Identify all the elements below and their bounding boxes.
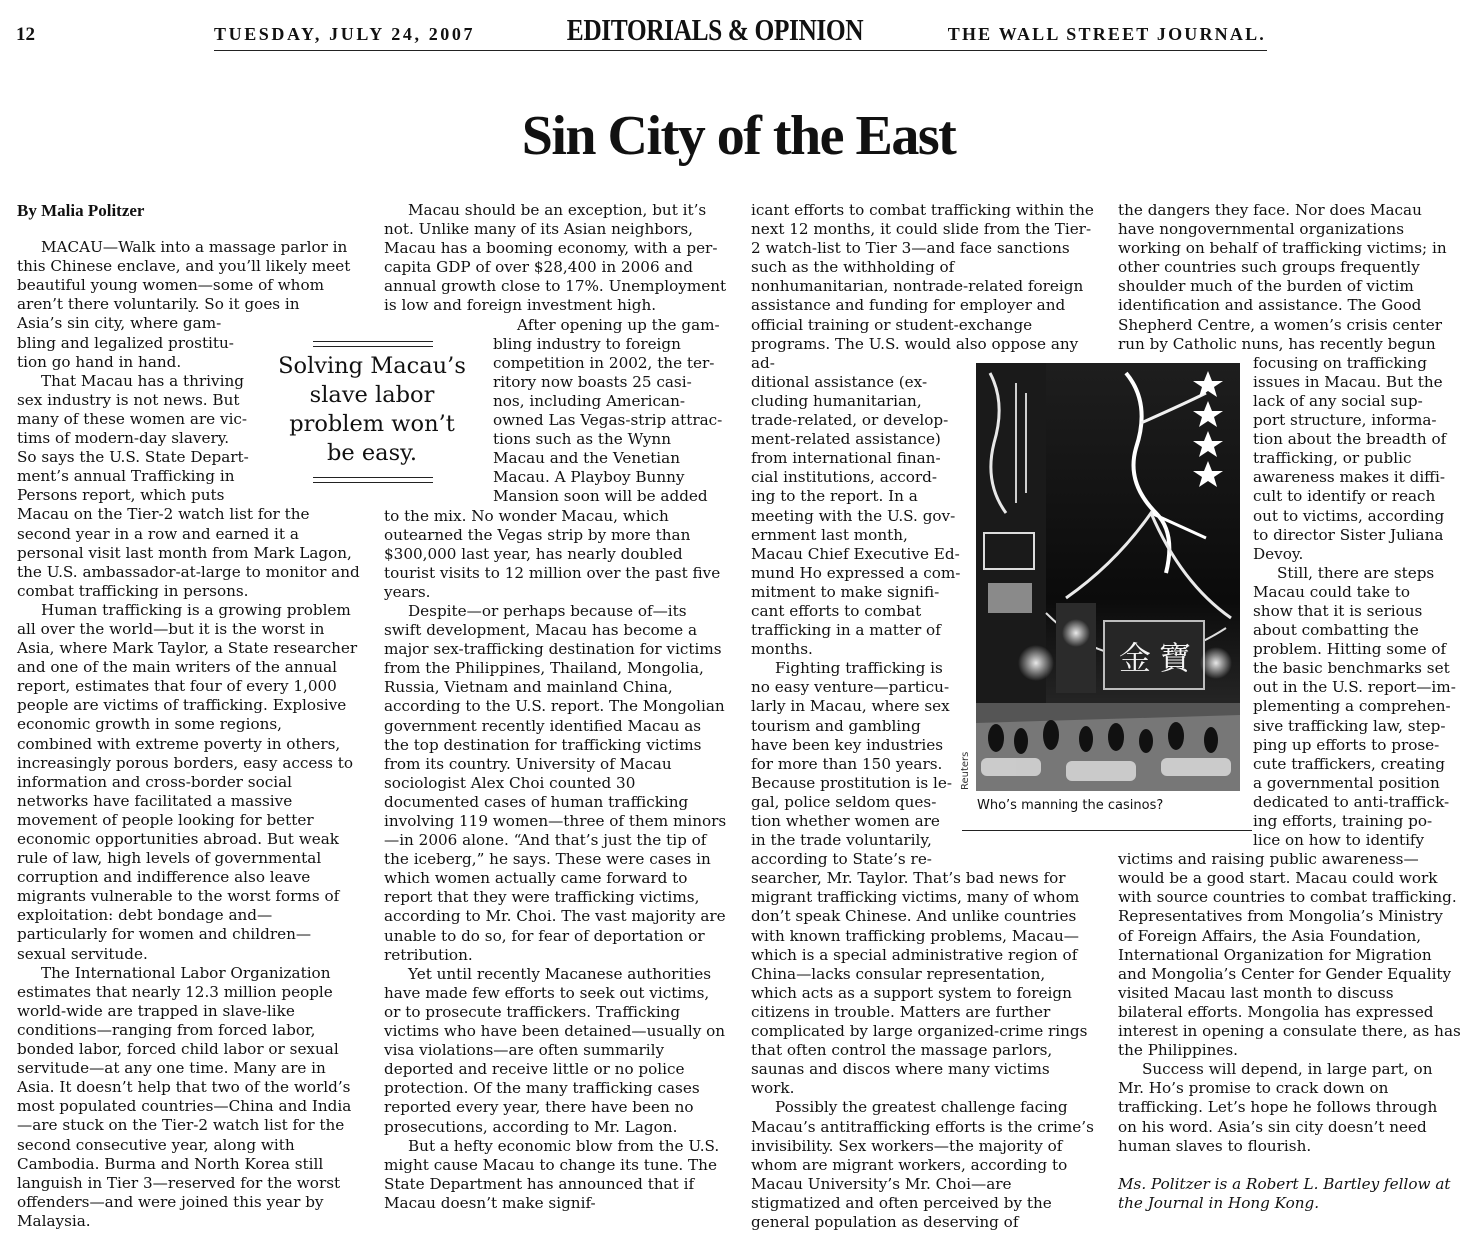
text-line: mitment to make signifi- — [751, 582, 940, 601]
paragraph: Yet until recently Macanese authorities have made few efforts to seek out victims, or to prosecute traffickers. Trafficking victims who have been detained—usually on visa violations—are often summarily deported and receive little or no police protection. Of the many trafficking cases reported every year, there have been no prosecutions, according to Mr. Lagon. — [384, 964, 726, 1136]
text-line: Mansion soon will be added — [493, 487, 708, 506]
pull-quote: Solving Macau’s slave labor problem won’t be easy. — [278, 353, 466, 466]
text-line: Fighting trafficking is — [775, 659, 943, 678]
text-line: Macau. A Playboy Bunny — [493, 468, 685, 487]
text-line: tims of modern-day slavery. — [17, 429, 230, 448]
text-line: ing efforts, training po- — [1253, 812, 1433, 830]
author-note: Ms. Politzer is a Robert L. Bartley fellow at the Journal in Hong Kong. — [1118, 1174, 1451, 1212]
paragraph: the dangers they face. Nor does Macau have nongovernmental organizations working on behalf of trafficking victims; in other countries such groups frequently shoulder much of the burden of victim identification and assistance. The Good Shepherd Centre, a women’s crisis center run by Catholic nuns, has recently begun — [1118, 201, 1447, 353]
text-line: no easy venture—particu- — [751, 678, 950, 697]
text-line: for more than 150 years. — [751, 754, 943, 773]
text-line: issues in Macau. But the — [1253, 372, 1443, 391]
paragraph: Macau should be an exception, but it’s not. Unlike many of its Asian neighbors, Macau has a booming economy, with a per-capita GDP of over $28,400 in 2006 and annual growth close to 17%. Unemployment is low and foreign investment high. — [384, 201, 727, 315]
text-line: lack of any social sup- — [1253, 391, 1423, 410]
text-line: larly in Macau, where sex — [751, 697, 950, 716]
text-line: in the trade voluntarily, — [751, 831, 932, 850]
text-line: nos, including American- — [493, 391, 686, 410]
text-line: ditional assistance (ex- — [751, 372, 928, 391]
paragraph: searcher, Mr. Taylor. That’s bad news for migrant trafficking victims, many of whom don’t speak Chinese. And unlike countries with known trafficking problems, Macau—which is a special administrative region of China—lacks consular representation, which acts as a support system to foreign citizens in trouble. Matters are further complicated by large organized-crime rings that often control the massage parlors, saunas and discos where many victims work. — [751, 869, 1088, 1098]
text-line: Persons report, which puts — [17, 486, 225, 505]
paragraph: But a hefty economic blow from the U.S. might cause Macau to change its tune. The State Department has announced that if Macau doesn’t make signif- — [384, 1136, 720, 1212]
text-line: Because prostitution is le- — [751, 773, 953, 792]
text-line: many of these women are vic- — [17, 409, 248, 428]
text-line: Macau Chief Executive Ed- — [751, 544, 960, 563]
wrapped-lines — [384, 316, 727, 507]
text-line: tions such as the Wynn — [493, 430, 671, 449]
text-line: Macau and the Venetian — [493, 449, 680, 468]
issue-date: TUESDAY, JULY 24, 2007 — [214, 24, 476, 44]
text-line: Still, there are steps — [1277, 563, 1435, 582]
column-2 — [384, 201, 727, 1213]
text-line: bling industry to foreign — [493, 334, 681, 353]
text-line: After opening up the gam- — [517, 315, 720, 334]
paragraph: Despite—or perhaps because of—its swift development, Macau has become a major sex-trafficking destination for victims from the Philippines, Thailand, Mongolia, Russia, Vietnam and mainland China, according to the U.S. report. The Mongolian government recently identified Macau as the top destination for trafficking victims from its country. University of Macau sociologist Alex Choi counted 30 documented cases of human trafficking involving 119 women—three of them minors—in 2006 alone. “And that’s just the tip of the iceberg,” he says. These were cases in which women actually came forward to report that they were trafficking victims, according to Mr. Choi. The vast majority are unable to do so, for fear of deportation or retribution. — [384, 601, 727, 964]
text-line: cial institutions, accord- — [751, 468, 938, 487]
text-line: a governmental position — [1253, 773, 1440, 792]
paragraph: Success will depend, in large part, on Mr. Ho’s promise to crack down on trafficking. Let’s hope he follows through on his word. Asia’s sin city doesn’t need human slaves to flourish. — [1118, 1060, 1438, 1155]
text-line: gal, police seldom ques- — [751, 792, 937, 811]
paragraph: Human trafficking is a growing problem all over the world—but it is the worst in Asia, where Mark Taylor, a State researcher and one of the main writers of the annual report, estimates that four of every 1,000 people are victims of trafficking. Explosive economic growth in some regions, combined with extreme poverty in others, increasingly porous borders, easy access to information and cross-border social networks have facilitated a massive movement of people looking for better economic opportunities abroad. But weak rule of law, high levels of governmental corruption and indifference also leave migrants vulnerable to the worst forms of exploitation: debt bondage and—particularly for women and children—sexual servitude. — [17, 600, 358, 963]
text-line: lice on how to identify — [1253, 831, 1425, 850]
text-line: ment-related assistance) — [751, 430, 941, 449]
text-line: dedicated to anti-traffick- — [1253, 792, 1450, 811]
sign-char-2: 寶 — [1159, 639, 1192, 677]
column-4 — [1118, 201, 1461, 1213]
text-line: cant efforts to combat — [751, 601, 922, 620]
paragraph: MACAU—Walk into a massage parlor in this Chinese enclave, and you’ll likely meet beautiful young women—some of whom aren’t there voluntarily. So it goes in — [17, 238, 351, 314]
text-line: according to State’s re- — [751, 850, 932, 869]
text-line: ritory now boasts 25 casi- — [493, 372, 692, 391]
text-line: out to victims, according — [1253, 506, 1445, 525]
text-line: meeting with the U.S. gov- — [751, 506, 956, 525]
header-rule — [214, 50, 1267, 51]
paragraph: to the mix. No wonder Macau, which outearned the Vegas strip by more than $300,000 last year, has nearly doubled tourist visits to 12 million over the past five years. — [384, 506, 721, 601]
text-line: That Macau has a thriving — [41, 371, 244, 390]
text-line: cute traffickers, creating — [1253, 754, 1445, 773]
text-line: to director Sister Juliana — [1253, 525, 1444, 544]
text-line: the basic benchmarks set — [1253, 659, 1450, 678]
publication-name: THE WALL STREET JOURNAL. — [947, 24, 1266, 44]
text-line: bling and legalized prostitu- — [17, 333, 234, 352]
article-headline: Sin City of the East — [521, 105, 956, 167]
text-line: have been key industries — [751, 735, 944, 754]
text-line: trafficking, or public — [1253, 449, 1412, 468]
sign-char-1: 金 — [1119, 639, 1152, 677]
text-line: about combatting the — [1253, 621, 1419, 640]
text-line: Asia’s sin city, where gam- — [17, 314, 222, 333]
text-line: cult to identify or reach — [1253, 487, 1436, 506]
section-title: EDITORIALS & OPINION — [566, 12, 864, 47]
text-line: tion whether women are — [751, 812, 940, 830]
text-line: Devoy. — [1253, 544, 1304, 563]
text-line: tion about the breadth of — [1253, 430, 1447, 449]
photo-credit: Reuters — [960, 751, 971, 790]
text-line: ing to the report. In a — [751, 487, 918, 506]
paragraph: Possibly the greatest challenge facing Macau’s antitrafficking efforts is the crime’s invisibility. Sex workers—the majority of whom are migrant workers, according to Macau University’s Mr. Choi—are stigmatized and often perceived by the general population as deserving of — [751, 1098, 1094, 1231]
text-line: sex industry is not news. But — [17, 390, 240, 409]
text-line: competition in 2002, the ter- — [493, 353, 715, 372]
paragraph: The International Labor Organization estimates that nearly 12.3 million people world-wide are trapped in slave-like conditions—ranging from forced labor, bonded labor, forced child labor or sexual servitude—at any one time. Many are in Asia. It doesn’t help that two of the world’s most populated countries—China and India—are stuck on the Tier-2 watch list for the second consecutive year, along with Cambodia. Burma and North Korea still languish in Tier 3—reserved for the worst offenders—and were joined this year by Malaysia. — [17, 963, 352, 1230]
paragraph: icant efforts to combat trafficking within the next 12 months, it could slide from the Tier-2 watch-list to Tier 3—and face sanctions such as the withholding of nonhumanitarian, nontrade-related foreign assistance and funding for employer and official training or student-exchange programs. The U.S. would also oppose any ad- — [751, 201, 1094, 372]
text-line: sive trafficking law, step- — [1253, 716, 1446, 735]
paragraph: Macau on the Tier-2 watch list for the second year in a row and earned it a personal visit last month from Mark Lagon, the U.S. ambassador-at-large to monitor and combat trafficking in persons. — [17, 505, 360, 600]
text-line: trafficking in a matter of — [751, 621, 941, 640]
text-line: focusing on trafficking — [1253, 353, 1427, 372]
text-line: cluding humanitarian, — [751, 391, 922, 410]
text-line: ment’s annual Trafficking in — [17, 467, 235, 486]
text-line: port structure, informa- — [1253, 411, 1437, 430]
text-line: ping up efforts to prose- — [1253, 735, 1440, 754]
photo-caption: Who’s manning the casinos? — [977, 798, 1164, 813]
text-line: trade-related, or develop- — [751, 411, 949, 430]
text-line: plementing a comprehen- — [1253, 697, 1451, 716]
text-line: from international finan- — [751, 449, 941, 468]
text-line: problem. Hitting some of — [1253, 640, 1447, 659]
text-line: months. — [751, 640, 813, 659]
wrapped-lines — [1118, 354, 1461, 850]
text-line: tion go hand in hand. — [17, 352, 182, 371]
text-line: Macau could take to — [1253, 582, 1411, 601]
text-line: awareness makes it diffi- — [1253, 468, 1445, 487]
text-line: So says the U.S. State Depart- — [17, 448, 249, 467]
page-number: 12 — [16, 24, 35, 45]
byline: By Malia Politzer — [17, 201, 145, 220]
text-line: ernment last month, — [751, 525, 908, 544]
text-line: tourism and gambling — [751, 716, 921, 735]
text-line: out in the U.S. report—im- — [1253, 678, 1456, 697]
text-line: show that it is serious — [1253, 601, 1423, 620]
text-line: owned Las Vegas-strip attrac- — [493, 411, 723, 430]
text-line: mund Ho expressed a com- — [751, 563, 961, 582]
paragraph: victims and raising public awareness—would be a good start. Macau could work with source countries to combat trafficking. Representatives from Mongolia’s Ministry of Foreign Affairs, the Asia Foundation, International Organization for Migration and Mongolia’s Center for Gender Equality visited Macau last month to discuss bilateral efforts. Mongolia has expressed interest in opening a consulate there, as has the Philippines. — [1118, 850, 1461, 1060]
